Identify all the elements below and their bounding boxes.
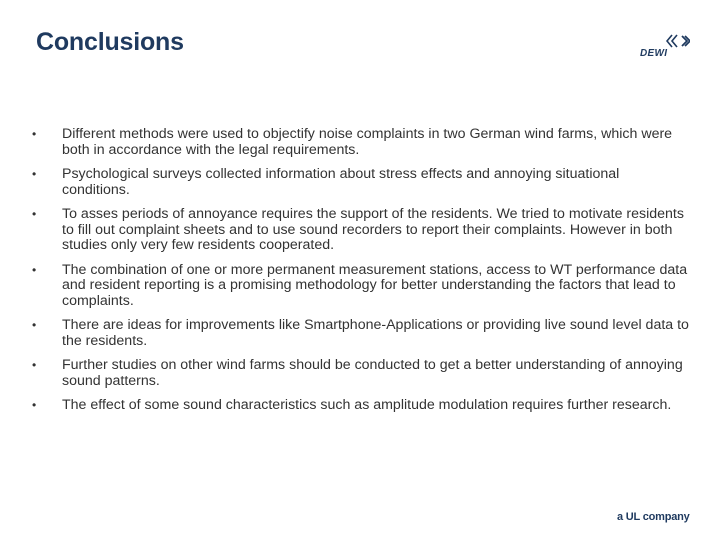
bullet-text: The effect of some sound characteristics such as amplitude modulation requires further research.: [62, 397, 672, 413]
bullet-text: There are ideas for improvements like Smartphone-Applications or providing live sound level data to the residents.: [62, 317, 689, 349]
bullet-text: Different methods were used to objectify noise complaints in two German wind farms, which were both in accordance with the legal requirements.: [62, 126, 673, 158]
bullet-item: [30, 167, 690, 198]
page-title: Conclusions: [36, 28, 184, 56]
bullet-text: To asses periods of annoyance requires the support of the residents. We tried to motivate residents to fill out complaint sheets and to use sound recorders to report their complaints. However in both studies only very few residents cooperated.: [62, 206, 684, 253]
logo-text: DEWI: [640, 48, 668, 59]
bullet-marker: •: [32, 262, 37, 277]
bullet-item: [30, 263, 690, 310]
bullet-text: Further studies on other wind farms should be conducted to get a better understanding of annoying sound patterns.: [62, 357, 683, 389]
bullet-text: The combination of one or more permanent measurement stations, access to WT performance data and resident reporting is a promising methodology for better understanding the factors that lead to complaints.: [62, 261, 688, 309]
bullet-item: [30, 127, 690, 158]
bullet-marker: •: [32, 398, 37, 412]
bullet-item: [30, 207, 690, 254]
bullet-item: [30, 318, 690, 349]
bullet-text: Psychological surveys collected information about stress effects and annoying situational conditions.: [62, 166, 620, 198]
bullet-marker: •: [32, 167, 37, 181]
footer-brand: a UL company: [617, 511, 690, 523]
bullet-marker: •: [32, 207, 37, 221]
dewi-logo: [640, 34, 692, 64]
bullet-item: [30, 398, 690, 414]
dewi-arrows-icon: [666, 34, 690, 48]
bullet-item: [30, 358, 690, 389]
bullet-marker: •: [32, 127, 37, 141]
bullet-marker: •: [32, 318, 37, 332]
bullet-marker: •: [32, 358, 37, 372]
bullet-list: [30, 127, 690, 423]
